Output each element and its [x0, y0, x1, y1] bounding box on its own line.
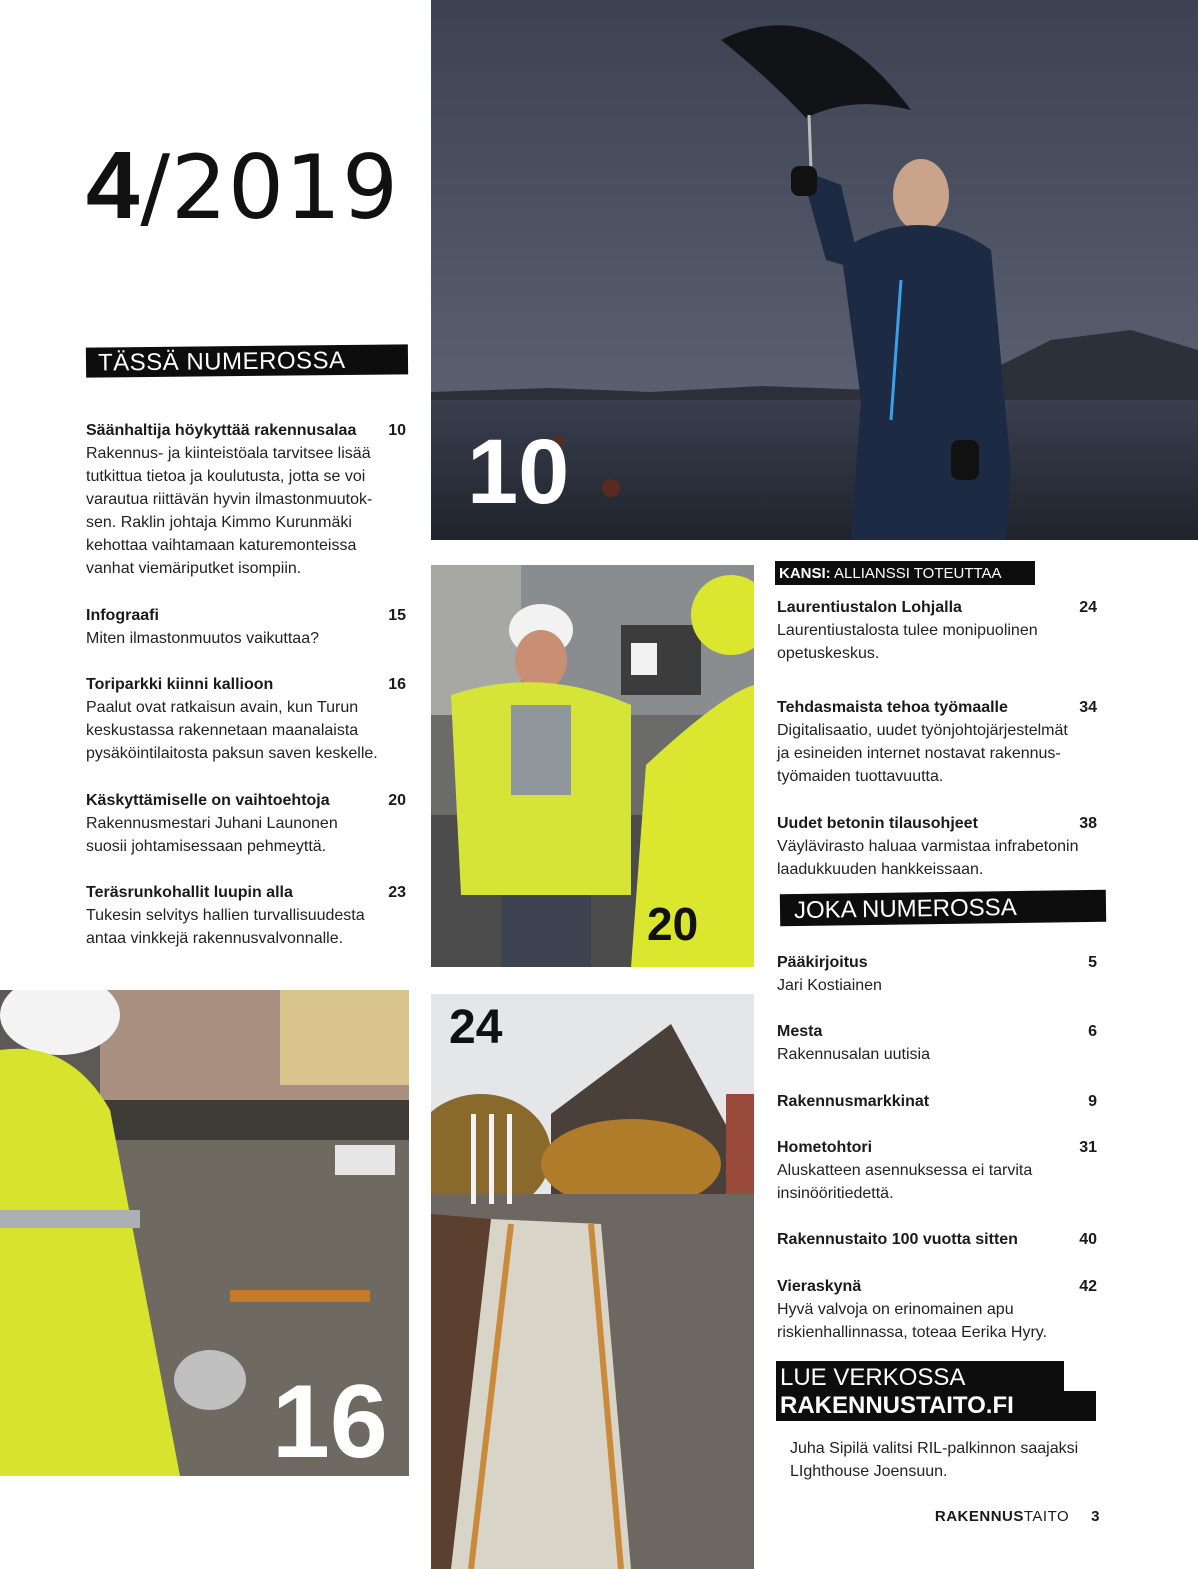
- entry-desc: Jari Kostiainen: [777, 977, 882, 994]
- entry-page: 34: [1079, 699, 1097, 716]
- online-teaser: Juha Sipilä valitsi RIL-palkinnon saajaksi LIghthouse Joensuun.: [790, 1440, 1079, 1480]
- photo-number-10: 10: [467, 421, 570, 523]
- toc-entry[interactable]: [777, 1090, 1097, 1113]
- entry-title: Hometohtori: [777, 1139, 873, 1156]
- page-footer: [935, 1508, 1100, 1525]
- entry-page: 24: [1079, 599, 1097, 616]
- entry-page: 38: [1079, 815, 1097, 832]
- entry-title: Toriparkki kiinni kallioon: [86, 676, 274, 693]
- entry-title: Teräsrunkohallit luupin alla: [86, 884, 293, 901]
- toc-entry[interactable]: [86, 673, 406, 765]
- entry-page: 42: [1079, 1278, 1097, 1295]
- entry-page: 15: [388, 607, 406, 624]
- entry-page: 16: [388, 676, 406, 693]
- photo-construction-worker: [431, 565, 754, 967]
- toc-entry[interactable]: [86, 604, 406, 650]
- photo-umbrella-man: [431, 0, 1198, 540]
- footer-brand-bold: RAKENNUS: [934, 1508, 1024, 1525]
- photo-number-24: 24: [449, 1001, 503, 1054]
- photo-number-16: 16: [272, 1364, 388, 1476]
- toc-entry[interactable]: [777, 951, 1097, 997]
- entry-desc: Aluskatteen asennuksessa ei tarvita insinööritiedettä.: [777, 1162, 1033, 1202]
- issue-number: 4: [86, 132, 141, 239]
- photo-number-20: 20: [647, 898, 699, 950]
- entry-title: Vieraskynä: [777, 1278, 862, 1295]
- entry-title: Rakennusmarkkinat: [777, 1093, 930, 1110]
- toc-entry[interactable]: [777, 812, 1097, 881]
- issue-title: [86, 132, 399, 239]
- toc-entry[interactable]: [777, 696, 1097, 788]
- entry-desc: Digitalisaatio, uudet työnjohtojärjestelmät ja esineiden internet nostavat rakennus- työmaiden tuottavuutta.: [777, 722, 1068, 785]
- entry-title: Käskyttämiselle on vaihtoehtoja: [86, 792, 330, 809]
- entry-page: 5: [1088, 954, 1097, 971]
- entry-title: Pääkirjoitus: [777, 954, 868, 971]
- toc-entry[interactable]: [86, 419, 406, 580]
- photo-church-foundation: [431, 994, 754, 1569]
- entry-title: Uudet betonin tilausohjeet: [777, 815, 978, 832]
- entry-page: 9: [1088, 1093, 1097, 1110]
- footer-brand-rest: TAITO: [1023, 1508, 1070, 1525]
- entry-desc: Miten ilmastonmuutos vaikuttaa?: [86, 630, 319, 647]
- entry-page: 31: [1079, 1139, 1097, 1156]
- entry-title: Laurentiustalon Lohjalla: [777, 599, 962, 616]
- section-heading-every-issue: JOKA NUMEROSSA: [780, 890, 1106, 927]
- entry-title: Mesta: [777, 1023, 823, 1040]
- toc-entry[interactable]: [777, 1136, 1097, 1205]
- entry-title: Säänhaltija höykyttää rakennusalaa: [86, 422, 357, 439]
- toc-entry[interactable]: [777, 1275, 1097, 1344]
- entry-desc: Tukesin selvitys hallien turvallisuudesta antaa vinkkejä rakennusvalvonnalle.: [86, 907, 365, 947]
- entry-title: Tehdasmaista tehoa työmaalle: [777, 699, 1008, 716]
- photo-parking-site: [0, 990, 409, 1476]
- section-heading-this-issue: TÄSSÄ NUMEROSSA: [86, 344, 408, 377]
- online-heading: LUE VERKOSSA: [776, 1361, 1064, 1393]
- entry-desc: Paalut ovat ratkaisun avain, kun Turun keskustassa rakennetaan maanalaista pysäköintilaitosta paksun saven keskelle.: [86, 699, 378, 762]
- entry-page: 20: [388, 792, 406, 809]
- entry-page: 23: [388, 884, 406, 901]
- entry-desc: Laurentiustalosta tulee monipuolinen opetuskeskus.: [777, 622, 1038, 662]
- issue-slash: /: [140, 136, 172, 239]
- online-url[interactable]: RAKENNUSTAITO.FI: [776, 1391, 1096, 1421]
- cover-label: KANSI: ALLIANSSI TOTEUTTAA: [775, 561, 1035, 585]
- entry-desc: Hyvä valvoja on erinomainen apu riskienhallinnassa, toteaa Eerika Hyry.: [777, 1301, 1048, 1341]
- entry-desc: Väylävirasto haluaa varmistaa infrabetonin laadukkuuden hankkeissaan.: [777, 838, 1079, 878]
- entry-page: 10: [388, 422, 406, 439]
- entry-title: Infograafi: [86, 607, 159, 624]
- entry-desc: Rakennus- ja kiinteistöala tarvitsee lisää tutkittua tietoa ja koulutusta, jotta se voi varautua riittävän hyvin ilmastonmuutok- sen. Raklin johtaja Kimmo Kurunmäki kehottaa vaihtamaan katuremonteissa vanhat viemäriputket isompiin.: [86, 445, 373, 577]
- toc-entry[interactable]: [86, 789, 406, 858]
- entry-desc: Rakennusmestari Juhani Launonen suosii johtamisessaan pehmeyttä.: [86, 815, 338, 855]
- toc-entry[interactable]: [777, 1020, 1097, 1066]
- issue-year: 2019: [171, 136, 399, 239]
- entry-desc: Rakennusalan uutisia: [777, 1046, 930, 1063]
- entry-page: 6: [1088, 1023, 1097, 1040]
- entry-title: Rakennustaito 100 vuotta sitten: [777, 1231, 1018, 1248]
- entry-page: 40: [1079, 1231, 1097, 1248]
- toc-entry[interactable]: [86, 881, 406, 950]
- toc-entry[interactable]: [777, 1228, 1097, 1251]
- toc-entry[interactable]: [777, 596, 1097, 665]
- page-number: 3: [1091, 1508, 1100, 1525]
